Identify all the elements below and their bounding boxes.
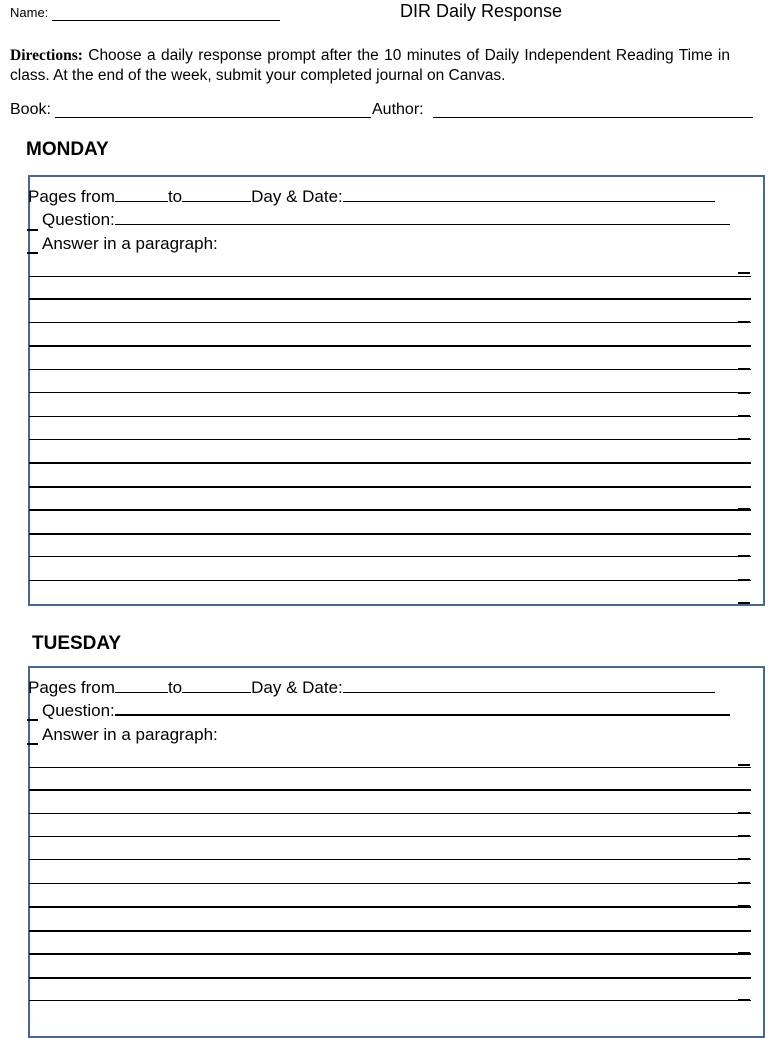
day-date-field[interactable]: [343, 200, 715, 202]
line-mark: [738, 764, 750, 766]
name-label: Name:: [10, 5, 49, 20]
answer-label: Answer in a paragraph:: [42, 725, 218, 744]
directions-label: Directions:: [10, 47, 83, 64]
answer-line[interactable]: [29, 906, 751, 908]
answer-line[interactable]: [29, 767, 751, 768]
answer-line[interactable]: [29, 298, 751, 300]
question-row-monday: [42, 210, 730, 230]
line-mark: [738, 858, 750, 860]
line-mark: [738, 462, 750, 464]
line-mark: [738, 952, 750, 954]
line-mark: [738, 882, 750, 884]
answer-line[interactable]: [29, 416, 751, 417]
line-mark: [27, 229, 38, 231]
directions-text: Choose a daily response prompt after the 10 minutes of Daily Independent Reading Time in class. At the end of the week, submit your completed journal on Canvas.: [10, 47, 730, 84]
to-label: to: [167, 187, 183, 206]
day-date-label: Day & Date:: [251, 678, 343, 697]
answer-line[interactable]: [29, 392, 751, 393]
answer-label: Answer in a paragraph:: [42, 234, 218, 253]
line-mark: [27, 743, 38, 745]
day-heading-tuesday: TUESDAY: [32, 633, 122, 654]
author-label: Author:: [372, 101, 424, 118]
line-mark: [738, 321, 750, 323]
line-mark: [738, 508, 750, 510]
answer-line[interactable]: [29, 930, 751, 932]
day-date-field[interactable]: [343, 691, 715, 693]
question-field[interactable]: [115, 713, 730, 716]
answer-line[interactable]: [29, 580, 751, 581]
answer-line[interactable]: [29, 369, 751, 370]
answer-line[interactable]: [29, 789, 751, 791]
question-label: Question:: [42, 210, 115, 229]
line-mark: [738, 999, 750, 1001]
line-mark: [738, 835, 750, 837]
line-mark: [27, 719, 38, 721]
answer-line[interactable]: [29, 486, 751, 488]
day-heading-monday: MONDAY: [26, 139, 109, 160]
pages-from-field[interactable]: [115, 200, 168, 202]
pages-from-label: Pages from: [28, 678, 115, 697]
line-mark: [738, 368, 750, 370]
pages-row-monday: [28, 187, 715, 207]
line-mark: [738, 905, 750, 907]
answer-line[interactable]: [29, 977, 751, 979]
page-title: DIR Daily Response: [400, 1, 563, 21]
answer-line[interactable]: [29, 462, 751, 464]
day-date-label: Day & Date:: [251, 187, 343, 206]
question-row-tuesday: [42, 701, 730, 721]
line-mark: [738, 602, 750, 604]
answer-line[interactable]: [29, 439, 751, 440]
answer-line[interactable]: [29, 345, 751, 347]
line-mark: [738, 579, 750, 581]
answer-line[interactable]: [29, 953, 751, 955]
book-label: Book:: [10, 101, 51, 118]
answer-line[interactable]: [29, 276, 751, 277]
pages-to-field[interactable]: [182, 200, 251, 202]
answer-line[interactable]: [29, 883, 751, 884]
author-field[interactable]: [433, 117, 753, 118]
answer-line[interactable]: [29, 533, 751, 535]
line-mark: [738, 812, 750, 814]
directions: [10, 46, 730, 86]
line-mark: [738, 555, 750, 557]
line-mark: [738, 272, 750, 274]
line-mark: [738, 392, 750, 394]
question-label: Question:: [42, 701, 115, 720]
pages-from-field[interactable]: [115, 691, 168, 693]
line-mark: [27, 252, 38, 254]
name-field[interactable]: [52, 20, 280, 21]
answer-line[interactable]: [29, 509, 751, 511]
pages-row-tuesday: [28, 678, 715, 698]
question-field[interactable]: [115, 223, 730, 225]
line-mark: [738, 438, 750, 440]
answer-line[interactable]: [29, 322, 751, 323]
book-field[interactable]: [55, 117, 371, 118]
answer-line[interactable]: [29, 859, 751, 860]
answer-line[interactable]: [29, 813, 751, 814]
answer-line[interactable]: [29, 556, 751, 557]
pages-from-label: Pages from: [28, 187, 115, 206]
to-label: to: [167, 678, 183, 697]
answer-line[interactable]: [29, 1000, 751, 1001]
pages-to-field[interactable]: [182, 691, 251, 693]
answer-line[interactable]: [29, 836, 751, 837]
response-box-tuesday: [28, 666, 765, 1038]
line-mark: [738, 415, 750, 417]
